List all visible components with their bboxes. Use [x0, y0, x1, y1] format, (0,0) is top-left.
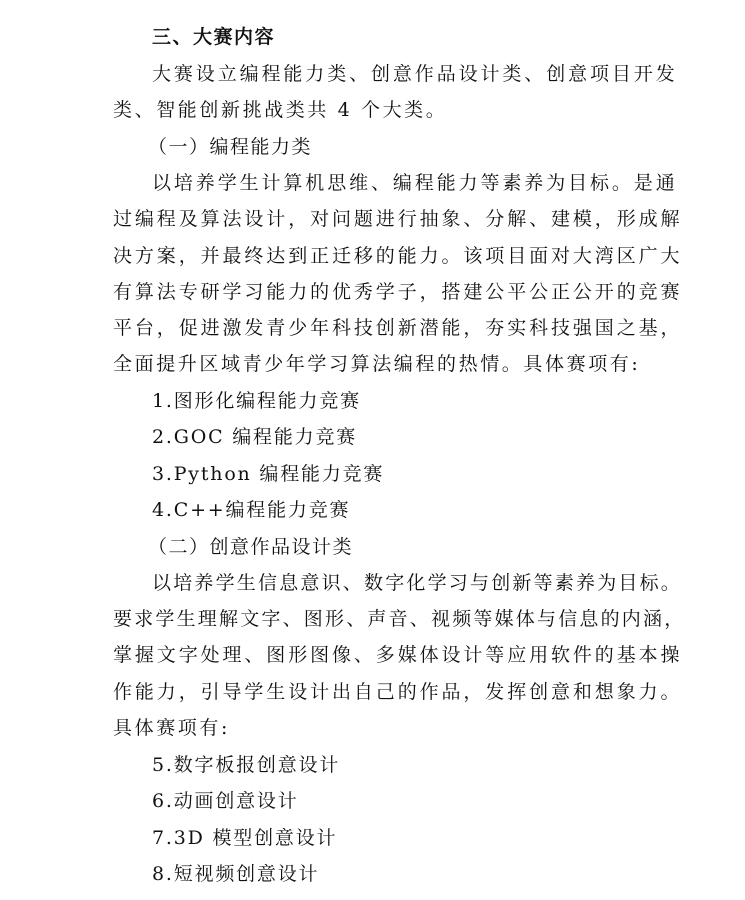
programming-para-line-4: 有算法专研学习能力的优秀学子，搭建公平公正公开的竞赛	[113, 281, 683, 303]
programming-para-line-5: 平台，促进激发青少年科技创新潜能，夯实科技强国之基，	[113, 317, 683, 339]
list-item: 2.GOC 编程能力竞赛	[152, 426, 358, 448]
subsection-heading-creative-design: （二）创意作品设计类	[148, 536, 354, 558]
list-item: 4.C++编程能力竞赛	[152, 499, 351, 521]
programming-para-line-2: 过编程及算法设计，对问题进行抽象、分解、建模，形成解	[113, 208, 683, 230]
programming-para-line-1: 以培养学生计算机思维、编程能力等素养为目标。是通	[152, 172, 678, 194]
list-item: 7.3D 模型创意设计	[152, 827, 338, 849]
programming-para-line-3: 决方案，并最终达到正迁移的能力。该项目面对大湾区广大	[113, 245, 683, 267]
creative-para-line-5: 具体赛项有:	[113, 717, 231, 739]
intro-line-2: 类、智能创新挑战类共 4 个大类。	[113, 99, 448, 121]
section-heading: 三、大赛内容	[152, 26, 276, 48]
creative-para-line-4: 作能力，引导学生设计出自己的作品，发挥创意和想象力。	[113, 681, 683, 703]
intro-line-1: 大赛设立编程能力类、创意作品设计类、创意项目开发	[152, 63, 678, 85]
subsection-heading-programming: （一）编程能力类	[148, 136, 313, 158]
creative-para-line-3: 掌握文字处理、图形图像、多媒体设计等应用软件的基本操	[113, 644, 683, 666]
list-item: 1.图形化编程能力竞赛	[152, 390, 361, 412]
list-item: 6.动画创意设计	[152, 790, 299, 812]
list-item: 8.短视频创意设计	[152, 863, 320, 885]
list-item: 3.Python 编程能力竞赛	[152, 463, 385, 485]
creative-para-line-2: 要求学生理解文字、图形、声音、视频等媒体与信息的内涵，	[113, 608, 686, 630]
creative-para-line-1: 以培养学生信息意识、数字化学习与创新等素养为目标。	[152, 572, 683, 594]
programming-para-line-6: 全面提升区域青少年学习算法编程的热情。具体赛项有:	[113, 353, 641, 375]
list-item: 5.数字板报创意设计	[152, 754, 341, 776]
